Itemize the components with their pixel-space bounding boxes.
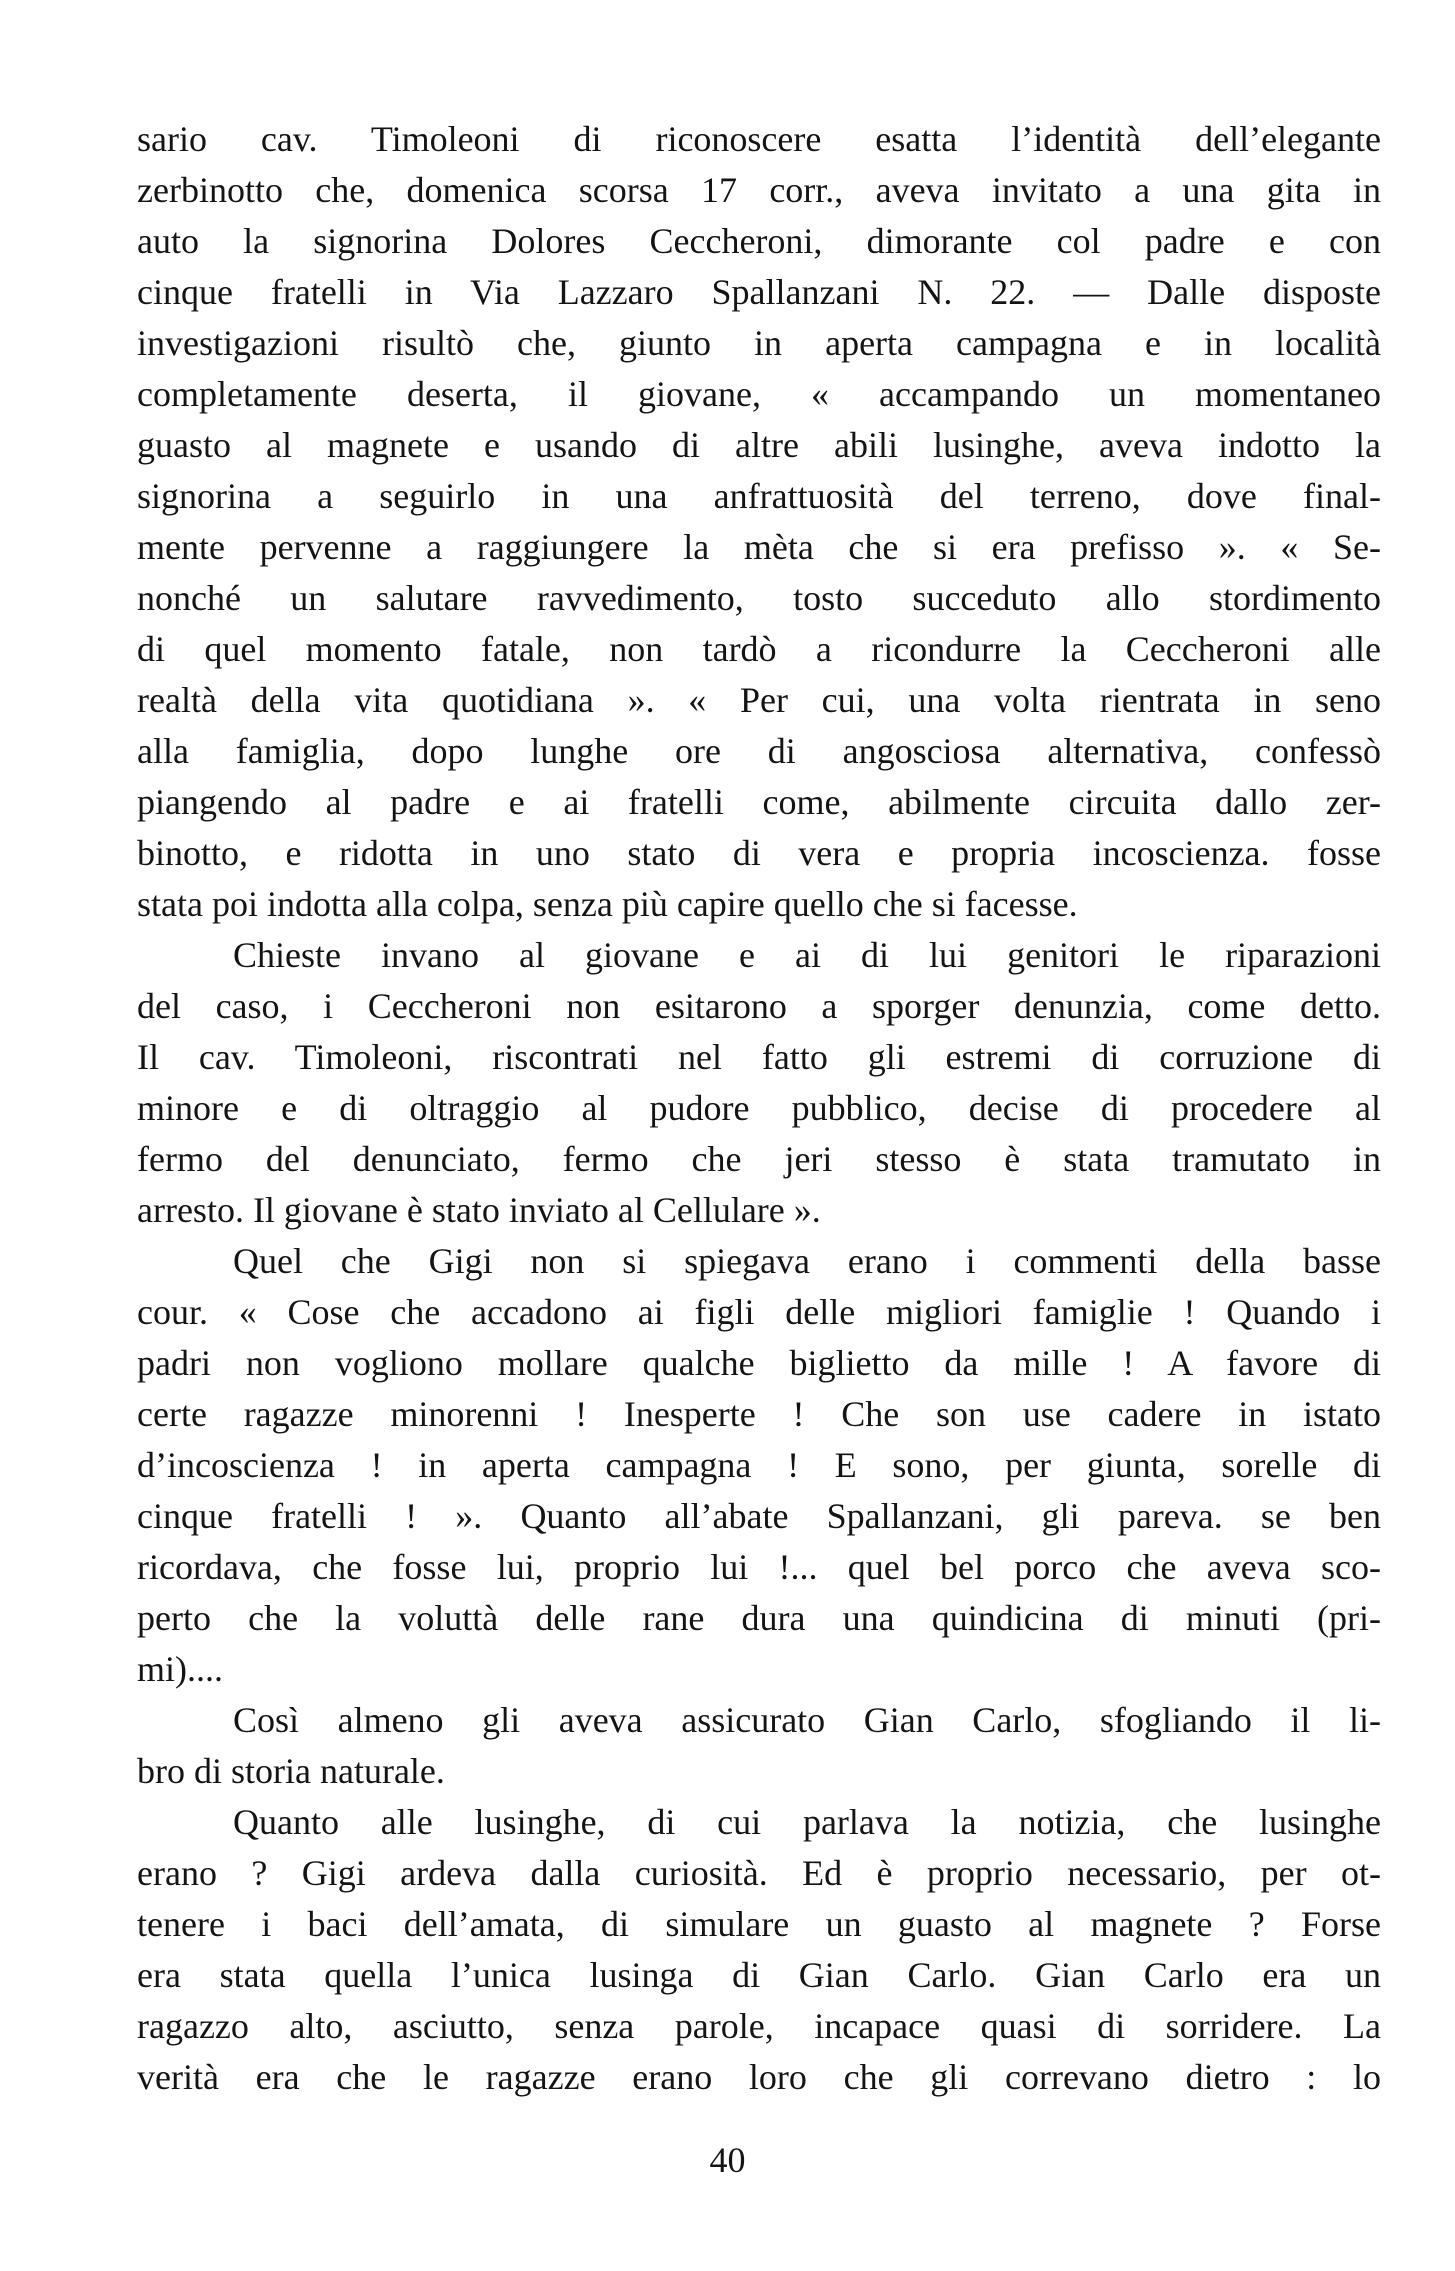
text-line: cinque fratelli in Via Lazzaro Spallanzani N. 22. — Dalle disposte — [137, 272, 1381, 312]
text-line: tenere i baci dell’amata, di simulare un guasto al magnete ? Forse — [137, 1904, 1381, 1944]
text-line: nonché un salutare ravvedimento, tosto succeduto allo stordimento — [137, 578, 1381, 618]
text-line: certe ragazze minorenni ! Inesperte ! Che son use cadere in istato — [137, 1394, 1381, 1434]
text-line: zerbinotto che, domenica scorsa 17 corr., aveva invitato a una gita in — [137, 170, 1381, 210]
text-line: completamente deserta, il giovane, « accampando un momentaneo — [137, 374, 1381, 414]
text-line: Chieste invano al giovane e ai di lui genitori le riparazioni — [233, 935, 1381, 975]
text-line: d’incoscienza ! in aperta campagna ! E sono, per giunta, sorelle di — [137, 1445, 1381, 1485]
text-line: arresto. Il giovane è stato inviato al Cellulare ». — [137, 1190, 821, 1230]
text-line: padri non vogliono mollare qualche biglietto da mille ! A favore di — [137, 1343, 1381, 1383]
text-line: perto che la voluttà delle rane dura una quindicina di minuti (pri- — [137, 1598, 1381, 1638]
text-line: di quel momento fatale, non tardò a ricondurre la Ceccheroni alle — [137, 629, 1381, 669]
text-line: bro di storia naturale. — [137, 1751, 445, 1791]
text-line: Quanto alle lusinghe, di cui parlava la notizia, che lusinghe — [233, 1802, 1381, 1842]
text-line: del caso, i Ceccheroni non esitarono a sporger denunzia, come detto. — [137, 986, 1381, 1026]
text-line: alla famiglia, dopo lunghe ore di angosciosa alternativa, confessò — [137, 731, 1381, 771]
text-line: mente pervenne a raggiungere la mèta che si era prefisso ». « Se- — [137, 527, 1381, 567]
text-line: guasto al magnete e usando di altre abili lusinghe, aveva indotto la — [137, 425, 1381, 465]
text-line: fermo del denunciato, fermo che jeri stesso è stata tramutato in — [137, 1139, 1381, 1179]
text-line: investigazioni risultò che, giunto in aperta campagna e in località — [137, 323, 1381, 363]
text-line: ragazzo alto, asciutto, senza parole, incapace quasi di sorridere. La — [137, 2006, 1381, 2046]
text-line: Così almeno gli aveva assicurato Gian Carlo, sfogliando il li- — [233, 1700, 1381, 1740]
text-line: cour. « Cose che accadono ai figli delle migliori famiglie ! Quando i — [137, 1292, 1381, 1332]
text-line: piangendo al padre e ai fratelli come, abilmente circuita dallo zer- — [137, 782, 1381, 822]
text-line: auto la signorina Dolores Ceccheroni, dimorante col padre e con — [137, 221, 1381, 261]
text-line: mi).... — [137, 1649, 223, 1689]
text-line: binotto, e ridotta in uno stato di vera e propria incoscienza. fosse — [137, 833, 1381, 873]
text-line: verità era che le ragazze erano loro che gli correvano dietro : lo — [137, 2057, 1381, 2097]
text-line: sario cav. Timoleoni di riconoscere esatta l’identità dell’elegante — [137, 119, 1381, 159]
text-line: cinque fratelli ! ». Quanto all’abate Spallanzani, gli pareva. se ben — [137, 1496, 1381, 1536]
text-line: era stata quella l’unica lusinga di Gian Carlo. Gian Carlo era un — [137, 1955, 1381, 1995]
text-line: Quel che Gigi non si spiegava erano i commenti della basse — [233, 1241, 1381, 1281]
page-number: 40 — [709, 2140, 746, 2180]
text-line: signorina a seguirlo in una anfrattuosità del terreno, dove final- — [137, 476, 1381, 516]
text-line: ricordava, che fosse lui, proprio lui !... quel bel porco che aveva sco- — [137, 1547, 1381, 1587]
text-line: Il cav. Timoleoni, riscontrati nel fatto gli estremi di corruzione di — [137, 1037, 1381, 1077]
text-line: stata poi indotta alla colpa, senza più capire quello che si facesse. — [137, 884, 1078, 924]
text-line: minore e di oltraggio al pudore pubblico, decise di procedere al — [137, 1088, 1381, 1128]
text-line: realtà della vita quotidiana ». « Per cui, una volta rientrata in seno — [137, 680, 1381, 720]
text-line: erano ? Gigi ardeva dalla curiosità. Ed è proprio necessario, per ot- — [137, 1853, 1381, 1893]
